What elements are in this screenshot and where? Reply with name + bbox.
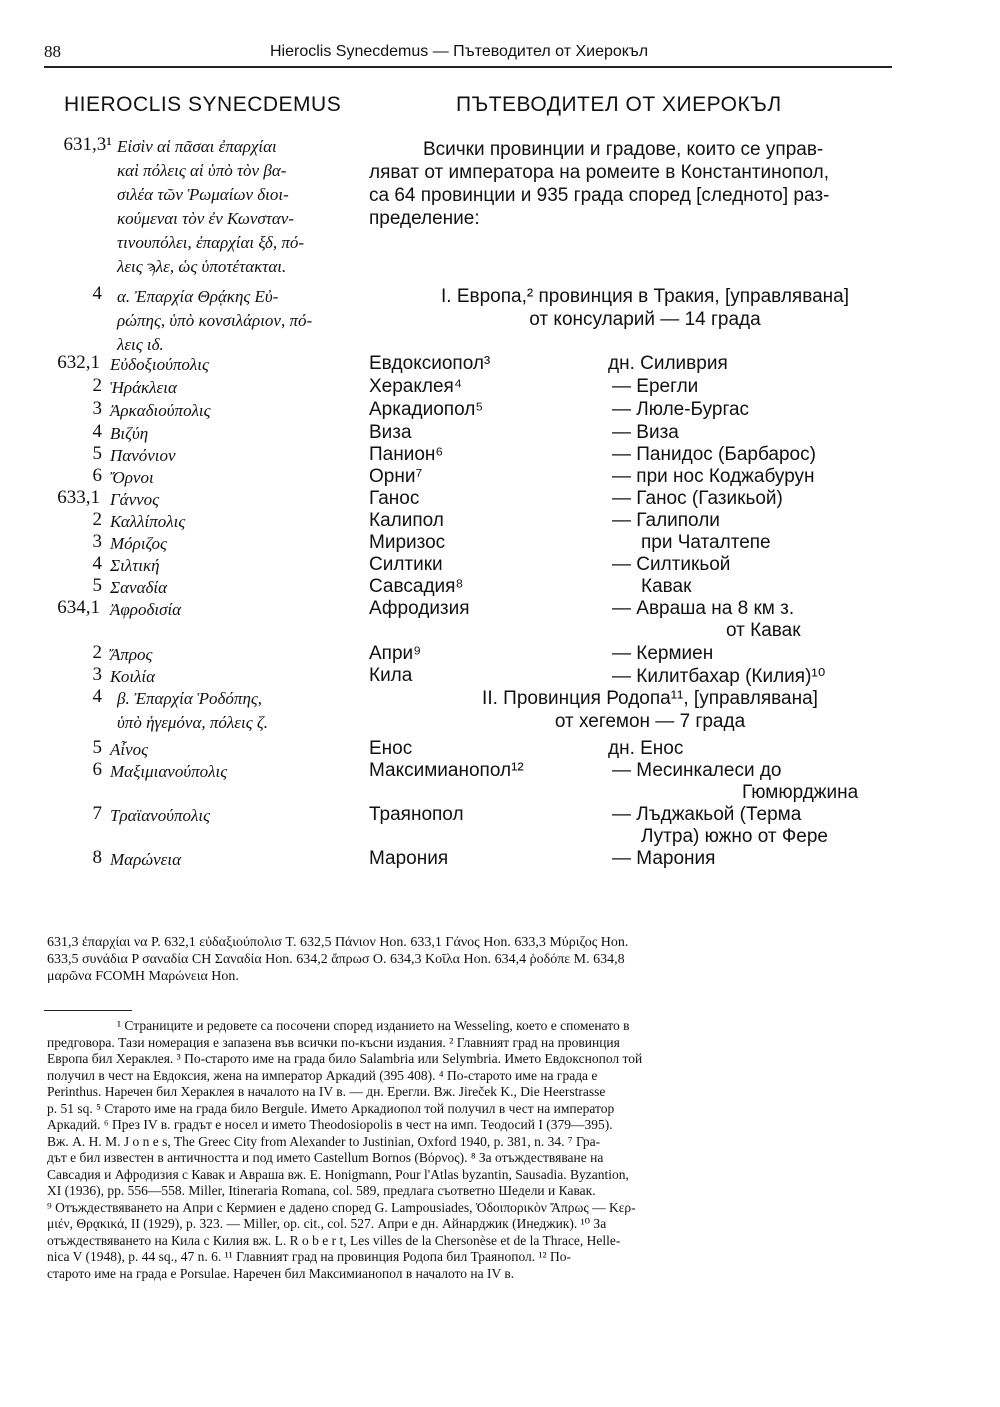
city-modern-name-cont: Гюмюрджина <box>742 782 859 803</box>
city-modern-name: при Чаталтепе <box>641 532 771 553</box>
city-greek-name: Ἄπρος <box>110 645 153 664</box>
city-modern-name-cont: от Кавак <box>726 620 801 641</box>
city-ref: 2 <box>92 642 102 663</box>
city-bulgarian-name: Апри⁹ <box>369 643 422 664</box>
city-greek-name: Ἀρκαδιούπολις <box>110 401 211 420</box>
city-modern-name: — Авраша на 8 км з. <box>612 598 795 619</box>
city-modern-name: — Ерегли <box>612 376 699 397</box>
footnote-rule <box>44 1010 132 1011</box>
city-bulgarian-name: Виза <box>369 422 412 443</box>
city-greek-name: Σαναδία <box>110 578 168 597</box>
city-bulgarian-name: Кила <box>369 665 413 686</box>
city-modern-name: — Лъджакьой (Терма <box>612 804 802 825</box>
city-modern-name: — Галиполи <box>612 510 720 531</box>
city-bulgarian-name: Миризос <box>369 532 446 553</box>
city-greek-name: Σιλτική <box>110 556 160 575</box>
running-title: Hieroclis Synecdemus — Пътеводител от Хиерокъл <box>270 43 649 60</box>
city-ref: 3 <box>92 531 102 552</box>
province2-ref: 4 <box>92 686 102 707</box>
city-modern-name: — Виза <box>612 422 679 443</box>
city-bulgarian-name: Калипол <box>369 510 444 531</box>
city-greek-name: Καλλίπολις <box>110 512 186 531</box>
city-bulgarian-name: Панион⁶ <box>369 444 444 465</box>
right-column-title: ПЪТЕВОДИТЕЛ ОТ ХИЕРОКЪЛ <box>456 93 782 116</box>
city-modern-name: Кавак <box>641 576 692 597</box>
city-bulgarian-name: Евдоксиопол³ <box>369 353 491 374</box>
city-greek-name: Μαξιμιανούπολις <box>110 762 228 781</box>
city-modern-name: — Силтикьой <box>612 554 731 575</box>
city-bulgarian-name: Афродизия <box>369 598 470 619</box>
city-greek-name: Μόριζος <box>110 534 167 553</box>
province1-greek: α. Ἐπαρχία Θρᾴκης Εὐ- ρώπης, ὑπὸ κονσιλάριον, πό- λεις ιδ. <box>117 287 313 354</box>
city-greek-name: Τραϊανούπολις <box>110 806 211 825</box>
city-ref: 3 <box>92 664 102 685</box>
city-modern-name-cont: Лутра) южно от Фере <box>641 826 828 847</box>
city-bulgarian-name: Максимианопол¹² <box>369 760 524 781</box>
city-ref: 4 <box>92 421 102 442</box>
city-bulgarian-name: Савсадия⁸ <box>369 576 464 597</box>
city-modern-name: дн. Силиврия <box>608 353 728 374</box>
city-greek-name: Εὐδοξιούπολις <box>110 355 209 374</box>
city-ref: 634,1 <box>57 597 100 618</box>
province2-bulgarian: II. Провинция Родопа¹¹, [управлявана] от хегемон — 7 града <box>482 688 818 732</box>
city-ref: 6 <box>92 759 102 780</box>
city-modern-name: — Месинкалеси до <box>612 760 782 781</box>
city-modern-name: — Марония <box>612 848 716 869</box>
city-modern-name: — Ганос (Газикьой) <box>612 488 783 509</box>
city-greek-name: Ὄρνοι <box>110 468 154 487</box>
city-bulgarian-name: Орни⁷ <box>369 466 423 487</box>
intro-bulgarian: Всички провинции и градове, които се управ- ляват от императора на ромеите в Константинопол, са 64 провинции и 935 града според [следното] раз- пределение: <box>369 139 830 229</box>
province1-bulgarian: I. Европа,² провинция в Тракия, [управлявана] от консуларий — 14 града <box>441 286 849 330</box>
city-ref: 5 <box>92 575 102 596</box>
city-modern-name: — Килитбахар (Килия)¹⁰ <box>612 666 826 687</box>
city-greek-name: Βιζύη <box>110 424 149 443</box>
footnotes: ¹ Страниците и редовете са посочени според изданието на Wesseling, което е споменато в предговора. Тази номерация е запазена във всички по-късни издания. ² Главният град на провинция Европа бил Хераклея. ³ По-старото име на града било Salambria или Selymbria. Името Евдокснопол той получил в чест на Евдоксия, жена на император Аркадий (395 408). ⁴ По-старото име на града е Perinthus. Наречен бил Хераклея в началото на IV в. — дн. Ерегли. Вж. Jireček K., Die Heerstrasse p. 51 sq. ⁵ Старото име на града било Bergule. Името Аркадиопол той получил в чест на император Аркадий. ⁶ През IV в. градът е носел и името Theodosiopolis в чест на имп. Теодосий I (379—395). Вж. A. H. M. J o n e s, The Greec City from Alexander to Justinian, Oxford 1940, p. 381, n. 34. ⁷ Гра- дът е бил известен в античността и под името Castellum Bornos (Βόρνος). ⁸ За отъждествяване на Савсадия и Афродизия с Кавак и Авраша вж. E. Honigmann, Pour l'Atlas byzantin, Sausadia. Byzantion, XI (1936), pp. 556—558. Miller, Itineraria Romana, col. 589, предлага съответно Шедели и Кавак. ⁹ Отъждествяването на Апри с Кермиен е дадено според G. Lampousiades, Ὁδοιπορικὸν Ἄπρως — Κερ- μιέν, Θρᾳκικά, II (1929), p. 323. — Miller, op. cit., col. 527. Апри е дн. Айнарджик (Инеджик). ¹⁰ За отъждествяването на Кила с Килия вж. L. R o b e r t, Les villes de la Chersonèse et de la Thrace, Helle- nica V (1948), p. 44 sq., 47 n. 6. ¹¹ Главният град на провинция Родопа бил Траянопол. ¹² По- старото име на града е Porsulae. Наречен бил Максимианопол в началото на IV в. <box>47 1018 643 1281</box>
city-greek-name: Αἶνος <box>110 740 149 759</box>
city-bulgarian-name: Марония <box>369 848 449 869</box>
province1-ref: 4 <box>92 283 102 304</box>
city-ref: 5 <box>92 737 102 758</box>
page-number: 88 <box>44 42 61 61</box>
city-greek-name: Γάννος <box>110 490 160 509</box>
city-greek-name: Κοιλία <box>110 667 156 686</box>
city-greek-name: Ἀφροδισία <box>110 600 182 619</box>
city-ref: 3 <box>92 398 102 419</box>
city-modern-name: — при нос Коджабурун <box>612 466 815 487</box>
left-column-title: HIEROCLIS SYNECDEMUS <box>64 93 342 116</box>
city-modern-name: дн. Енос <box>608 738 684 759</box>
city-ref: 632,1 <box>57 352 100 373</box>
city-modern-name: — Панидос (Барбарос) <box>612 444 816 465</box>
city-bulgarian-name: Траянопол <box>369 804 464 825</box>
city-ref: 2 <box>92 375 102 396</box>
city-greek-name: Μαρώνεια <box>110 850 181 869</box>
city-ref: 2 <box>92 509 102 530</box>
header-rule <box>44 66 892 68</box>
province2-greek: β. Ἐπαρχία Ῥοδόπης, ὑπὸ ἡγεμόνα, πόλεις ζ. <box>117 689 268 732</box>
city-bulgarian-name: Ганос <box>369 488 420 509</box>
critical-apparatus: 631,3 ἐπαρχίαι να P. 632,1 εὐδαξιούπολισ T. 632,5 Πάνιον Hon. 633,1 Γάνος Hon. 633,3 Μύριζος Hon. 633,5 συνάδια P σαναδία CH Σαναδία Hon. 634,2 ἄπρωσ O. 634,3 Κοῖλα Hon. 634,4 ῥοδόπε M. 634,8 μαρῶνα FCOMH Μαρώνεια Hon. <box>47 935 629 984</box>
city-bulgarian-name: Силтики <box>369 554 443 575</box>
city-bulgarian-name: Хераклея⁴ <box>369 376 463 397</box>
city-ref: 4 <box>92 553 102 574</box>
city-ref: 8 <box>92 847 102 868</box>
city-greek-name: Ἡράκλεια <box>110 378 177 397</box>
city-ref: 633,1 <box>57 487 100 508</box>
city-ref: 7 <box>92 803 102 824</box>
city-greek-name: Πανόνιον <box>110 446 176 465</box>
city-modern-name: — Люле-Бургас <box>612 399 750 420</box>
city-modern-name: — Кермиен <box>612 643 714 664</box>
intro-greek: Εἰσὶν αἱ πᾶσαι ἐπαρχίαι καὶ πόλεις αἱ ὑπὸ τὸν βα- σιλέα τῶν Ῥωμαίων διοι- κούμεναι τὸν ἐν Κωνσταν- τινουπόλει, ἐπαρχίαι ξδ, πό- λεις ϡλε, ὡς ὑποτέτακται. <box>117 137 304 276</box>
city-ref: 6 <box>92 465 102 486</box>
intro-ref: 631,3¹ <box>63 134 112 155</box>
city-bulgarian-name: Аркадиопол⁵ <box>369 399 484 420</box>
city-bulgarian-name: Енос <box>369 738 413 759</box>
city-ref: 5 <box>92 443 102 464</box>
